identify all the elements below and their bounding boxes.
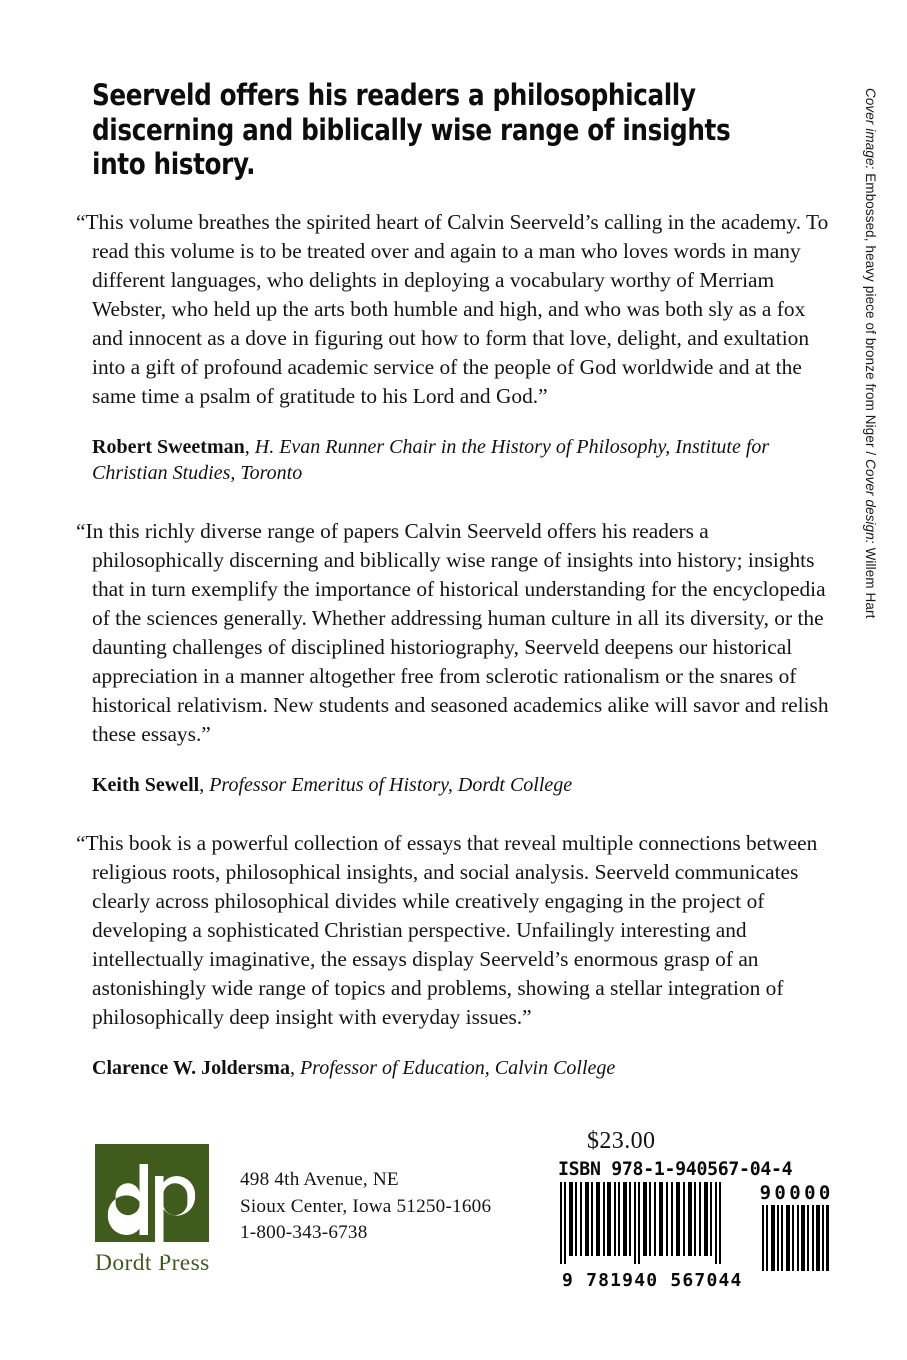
endorser-role-1: H. Evan Runner Chair in the History of Philosophy, Institute for Christian Studies, Toronto — [92, 435, 770, 485]
page-title: Seerveld offers his readers a philosophically discerning and biblically wise range of insights into history. — [92, 78, 731, 181]
isbn-label: ISBN 978-1-940567-04-4 — [558, 1159, 793, 1180]
cover-designer-name: Willem Hart — [863, 543, 878, 619]
endorsement-attribution-2 — [92, 772, 838, 799]
endorser-name-1: Robert Sweetman — [92, 435, 245, 458]
price-label: $23.00 — [587, 1128, 656, 1154]
address-line-2: Sioux Center, Iowa 51250-1606 — [240, 1195, 492, 1217]
barcode-block — [546, 1128, 836, 1291]
publisher-address — [240, 1144, 491, 1247]
ean5-addon-digits: 90000 — [759, 1182, 834, 1204]
attribution-separator-1: , — [244, 435, 255, 458]
endorsement-attribution-1 — [92, 434, 838, 488]
cover-design-label: Cover design: — [863, 459, 878, 544]
cover-footer — [76, 1128, 838, 1318]
cover-image-label: Cover image: — [863, 88, 878, 170]
publisher-block — [95, 1144, 515, 1277]
dordt-press-logo-icon — [95, 1144, 209, 1242]
publisher-phone: 1-800-343-6738 — [240, 1222, 368, 1243]
publisher-logo — [95, 1144, 209, 1277]
publisher-name: Dordt Press — [95, 1250, 210, 1276]
ean5-addon-barcode — [760, 1182, 840, 1276]
endorsement-attribution-3 — [92, 1055, 838, 1082]
endorsement-quote-3: “This book is a powerful collection of essays that reveal multiple connections between religious roots, philosophical insights, and social analysis. Seerveld communicates clearly across philosophical divides while creatively engaging in the project of developing a sophisticated Christian perspective. Unfailingly interesting and intellectually imaginative, the essays display Seerveld’s enormous grasp of an astonishingly wide range of topics and problems, showing a stellar integration of philosophically deep insight with everyday issues.” — [76, 830, 818, 1029]
endorsement-quote-2: “In this richly diverse range of papers Calvin Seerveld offers his readers a philosophically discerning and biblically wise range of insights into history; insights that in turn exemplify the importance of historical understanding for the encyclopedia of the sciences generally. Whether addressing human culture in all its diversity, or the daunting challenges of disciplined historiography, Seerveld deepens our historical appreciation in a manner altogether free from sclerotic rationalism or the snares of historical relativism. New students and seasoned academics alike will savor and relish these essays.” — [76, 519, 829, 747]
endorser-role-3: Professor of Education, Calvin College — [299, 1056, 616, 1079]
endorser-name-3: Clarence W. Joldersma — [92, 1056, 290, 1079]
ean13-digits: 9 781940 567044 — [562, 1270, 743, 1291]
cover-image-description: Embossed, heavy piece of bronze from Niger / — [863, 169, 878, 460]
endorsement-quote-1: “This volume breathes the spirited heart of Calvin Seerveld’s calling in the academy. To read this volume is to be treated over and again to a man who loves words in many different languages, who delights in deploying a vocabulary worthy of Merriam Webster, who held up the arts both humble and high, and who was both sly as a fox and innocent as a dove in figuring out how to form that love, delight, and exultation into a gift of profound academic service of the people of God worldwide and at the same time a psalm of gratitude to his Lord and God.” — [76, 209, 829, 408]
attribution-separator-3: , — [289, 1056, 300, 1079]
content-column — [76, 78, 838, 1082]
attribution-separator-2: , — [199, 774, 210, 797]
address-line-1: 498 4th Avenue, NE — [240, 1169, 399, 1190]
cover-credit-text — [863, 88, 878, 618]
cover-credit — [863, 88, 885, 728]
endorser-role-2: Professor Emeritus of History, Dordt College — [209, 774, 573, 797]
ean13-barcode — [558, 1182, 743, 1291]
endorser-name-2: Keith Sewell — [92, 774, 200, 797]
